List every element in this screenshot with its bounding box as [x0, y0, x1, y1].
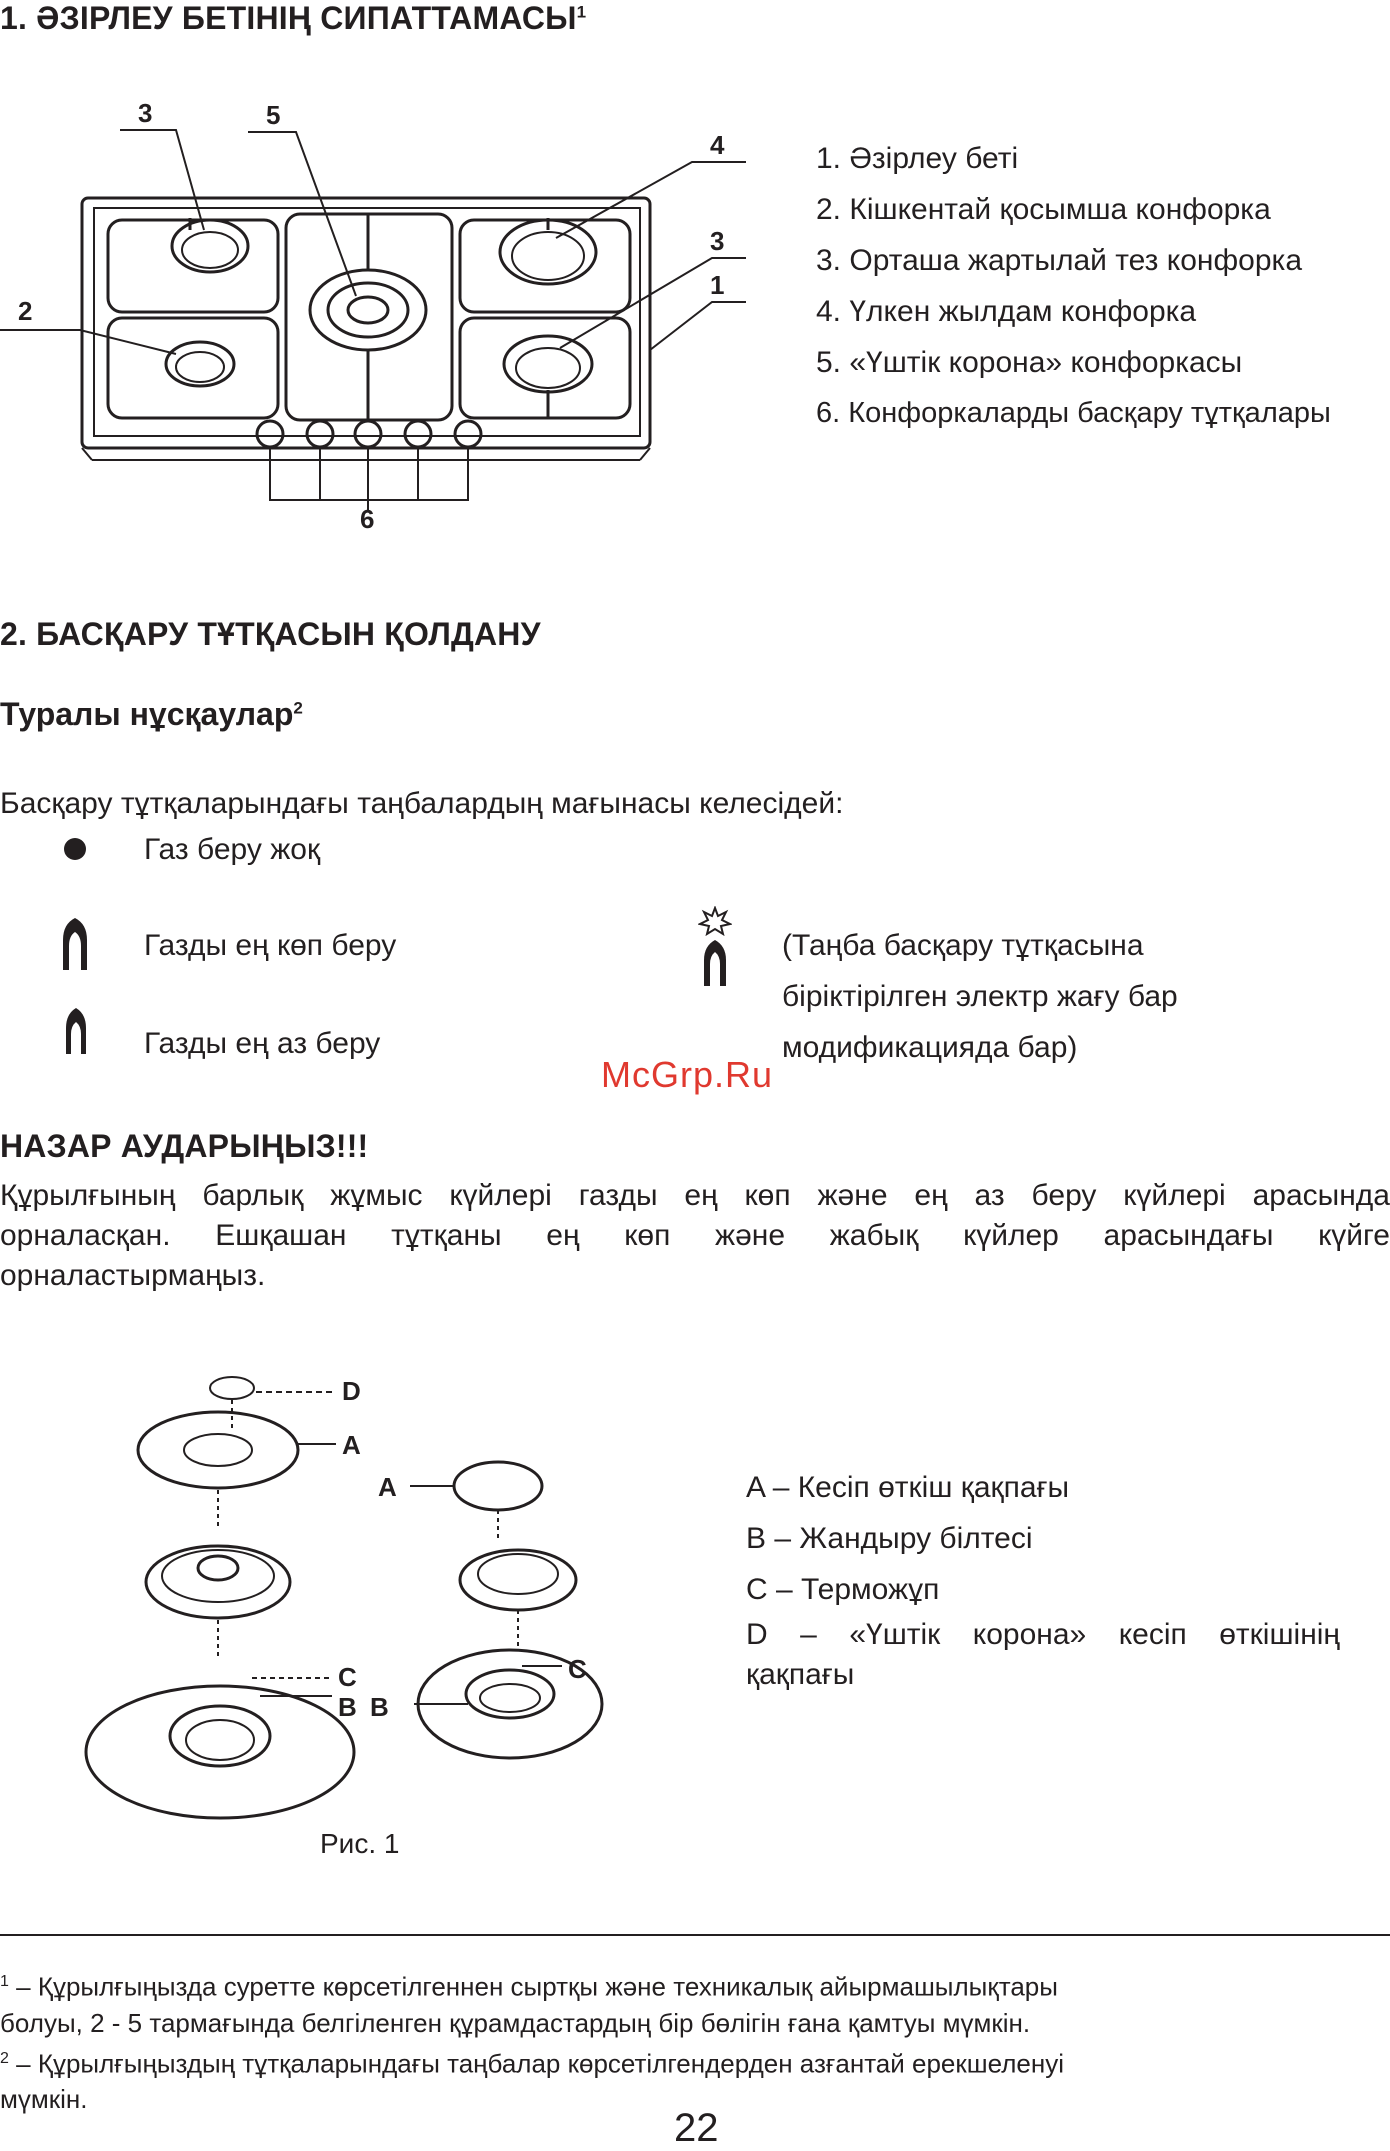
- page-number: 22: [674, 2106, 719, 2150]
- figure-legend: [746, 1462, 1340, 1695]
- footnote-1: [0, 1964, 1390, 2005]
- filled-dot-icon: [64, 838, 86, 860]
- footnotes: [0, 1964, 1390, 2117]
- footnote-ref-1: 1: [576, 2, 587, 22]
- diagram-label-3a: 3: [138, 98, 153, 128]
- footnote-1-mark: 1: [0, 1973, 9, 1990]
- list-item: 4. Үлкен жылдам конфорка: [816, 295, 1197, 328]
- section2-subtitle: [0, 696, 303, 733]
- spark-flame-icon: [698, 906, 732, 993]
- small-flame-icon: [62, 1006, 90, 1061]
- warning-line: орналастырмаңыз.: [0, 1259, 266, 1292]
- ignition-note-line: модификацияда бар): [782, 1031, 1078, 1064]
- footnote-1-line2: болуы, 2 - 5 тармағында белгіленген құрамдастардың бір бөлігін ғана қамтуы мүмкін.: [0, 2007, 1031, 2038]
- footnote-2-line1: – Құрылғыңыздың тұтқаларындағы таңбалар көрсетілгендерден азғантай ерекшеленуі: [16, 2048, 1064, 2079]
- symbol-label-max-gas: Газды ең көп беру: [144, 929, 397, 962]
- warning-line: Құрылғының барлық жұмыс күйлері газды ең көп және ең аз беру күйлері арасында: [0, 1179, 1390, 1212]
- footnote-separator: [0, 1934, 1390, 1936]
- diagram-label-5: 5: [266, 100, 281, 130]
- symbols-intro: Басқару тұтқаларындағы таңбалардың мағынасы келесідей:: [0, 787, 844, 820]
- ignition-note: [782, 920, 1178, 1073]
- large-flame-icon: [58, 916, 92, 977]
- legend-item: A – Кесіп өткіш қақпағы: [746, 1471, 1070, 1504]
- figure-caption: Рис. 1: [320, 1828, 400, 1859]
- legend-item-d: [746, 1615, 1340, 1695]
- diagram-label-1: 1: [710, 270, 725, 300]
- footnote-2-mark: 2: [0, 2049, 9, 2067]
- diagram-label-6: 6: [360, 504, 375, 534]
- figure-label-B1: B: [338, 1692, 357, 1722]
- warning-title: НАЗАР АУДАРЫҢЫЗ!!!: [0, 1128, 369, 1164]
- legend-item-d-line2: қақпағы: [746, 1658, 855, 1691]
- list-item: 2. Кішкентай қосымша конфорка: [816, 193, 1271, 226]
- symbol-label-min-gas: Газды ең аз беру: [144, 1027, 381, 1060]
- section2-title: 2. БАСҚАРУ ТҰТҚАСЫН ҚОЛДАНУ: [0, 616, 541, 652]
- figure-label-C2: C: [568, 1654, 587, 1684]
- footnote-2: [0, 2041, 1390, 2082]
- figure-label-A2: A: [378, 1472, 397, 1502]
- footnote-2-line2: мүмкін.: [0, 2084, 88, 2115]
- diagram-label-3b: 3: [710, 226, 725, 256]
- warning-text: [0, 1176, 1390, 1296]
- legend-item-d-line1: D – «Үштік корона» кесіп өткішінің: [746, 1618, 1340, 1651]
- hob-diagram: [0, 90, 760, 550]
- footnote-1-line1: – Құрылғыңызда суретте көрсетілгеннен сыртқы және техникалық айырмашылықтары: [16, 1971, 1058, 2002]
- legend-item: B – Жандыру білтесі: [746, 1522, 1033, 1555]
- diagram-label-2: 2: [18, 296, 33, 326]
- list-item: 1. Әзірлеу беті: [816, 142, 1019, 175]
- section1-title-text: 1. ӘЗІРЛЕУ БЕТІНІҢ СИПАТТАМАСЫ: [0, 0, 577, 36]
- list-item: 3. Орташа жартылай тез конфорка: [816, 244, 1303, 277]
- diagram-label-4: 4: [710, 130, 725, 160]
- figure-label-B2: B: [370, 1692, 389, 1722]
- symbol-label-no-gas: Газ беру жоқ: [144, 833, 321, 866]
- ignition-note-line: (Таңба басқару тұтқасына: [782, 929, 1144, 962]
- burner-parts-figure: [80, 1360, 660, 1830]
- section1-title: [0, 0, 586, 37]
- list-item: 5. «Үштік корона» конфоркасы: [816, 346, 1243, 379]
- watermark: McGrp.Ru: [601, 1054, 774, 1095]
- list-item: 6. Конфоркаларды басқару тұтқалары: [816, 397, 1331, 429]
- warning-line: орналасқан. Ешқашан тұтқаны ең көп және жабық күйлер арасындағы күйге: [0, 1219, 1390, 1252]
- figure-label-A1: A: [342, 1430, 361, 1460]
- burner-list: [816, 133, 1390, 439]
- section2-subtitle-text: Туралы нұсқаулар: [0, 696, 294, 732]
- footnote-ref-2: 2: [293, 698, 303, 718]
- ignition-note-line: біріктірілген электр жағу бар: [782, 980, 1178, 1013]
- figure-label-C1: C: [338, 1662, 357, 1692]
- legend-item: C – Терможұп: [746, 1573, 940, 1606]
- figure-label-D: D: [342, 1376, 361, 1406]
